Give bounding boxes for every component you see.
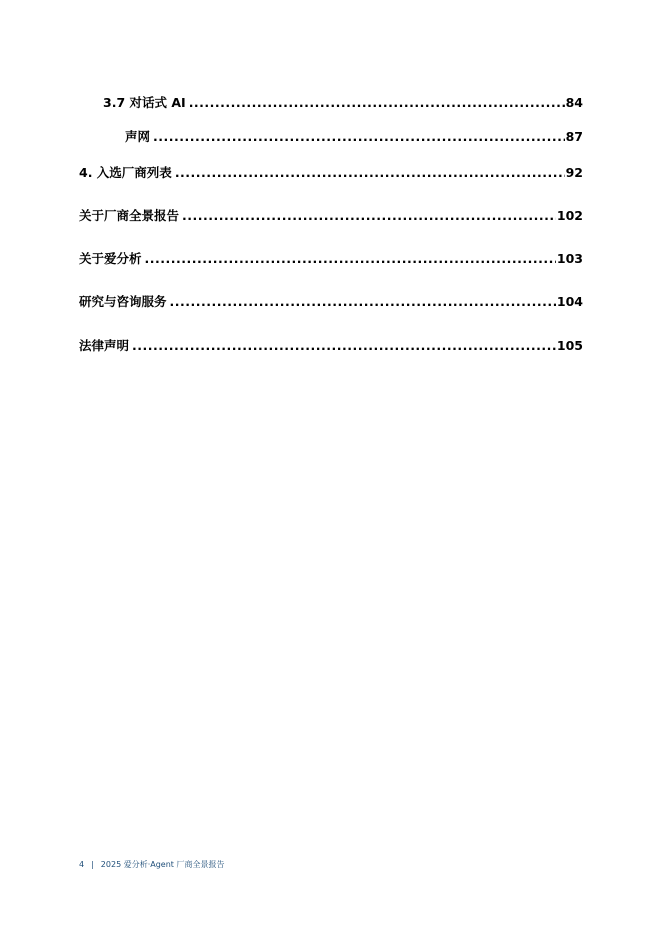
toc-entry-title: 关于厂商全景报告 xyxy=(79,208,180,223)
toc-entry-shengwang[interactable] xyxy=(125,128,583,146)
page-footer xyxy=(79,859,224,870)
toc-dot-leader xyxy=(145,250,556,268)
toc-entry-page: 105 xyxy=(556,338,583,353)
toc-dot-leader xyxy=(175,164,565,182)
toc-entry-page: 103 xyxy=(556,251,583,266)
toc-entry-page: 92 xyxy=(565,165,583,180)
toc-dot-leader xyxy=(170,293,556,311)
toc-entry-title: 关于爱分析 xyxy=(79,251,142,266)
footer-separator: | xyxy=(91,860,94,869)
toc-dot-leader xyxy=(182,207,556,225)
footer-report-title: 2025 爱分析·Agent 厂商全景报告 xyxy=(100,860,225,869)
toc-entry-legal-statement[interactable] xyxy=(79,337,583,355)
footer-page-number: 4 xyxy=(79,860,85,869)
toc-entry-page: 84 xyxy=(565,95,583,110)
toc-entry-title: 法律声明 xyxy=(79,338,130,353)
toc-entry-about-report[interactable] xyxy=(79,207,583,225)
toc-dot-leader xyxy=(153,128,565,146)
toc-entry-page: 102 xyxy=(556,208,583,223)
toc-entry-page: 87 xyxy=(565,129,583,144)
toc-entry-title: 3.7 对话式 AI xyxy=(103,95,186,110)
toc-entry-3-7-conversational-ai[interactable] xyxy=(103,94,583,112)
toc-dot-leader xyxy=(132,337,556,355)
toc-entry-research-services[interactable] xyxy=(79,293,583,311)
toc-entry-title: 4. 入选厂商列表 xyxy=(79,165,172,180)
toc-entry-page: 104 xyxy=(556,294,583,309)
toc-entry-title: 声网 xyxy=(125,129,151,144)
toc-dot-leader xyxy=(189,94,565,112)
toc-entry-title: 研究与咨询服务 xyxy=(79,294,167,309)
toc-entry-about-ifenxi[interactable] xyxy=(79,250,583,268)
toc-entry-vendor-list[interactable] xyxy=(79,164,583,182)
